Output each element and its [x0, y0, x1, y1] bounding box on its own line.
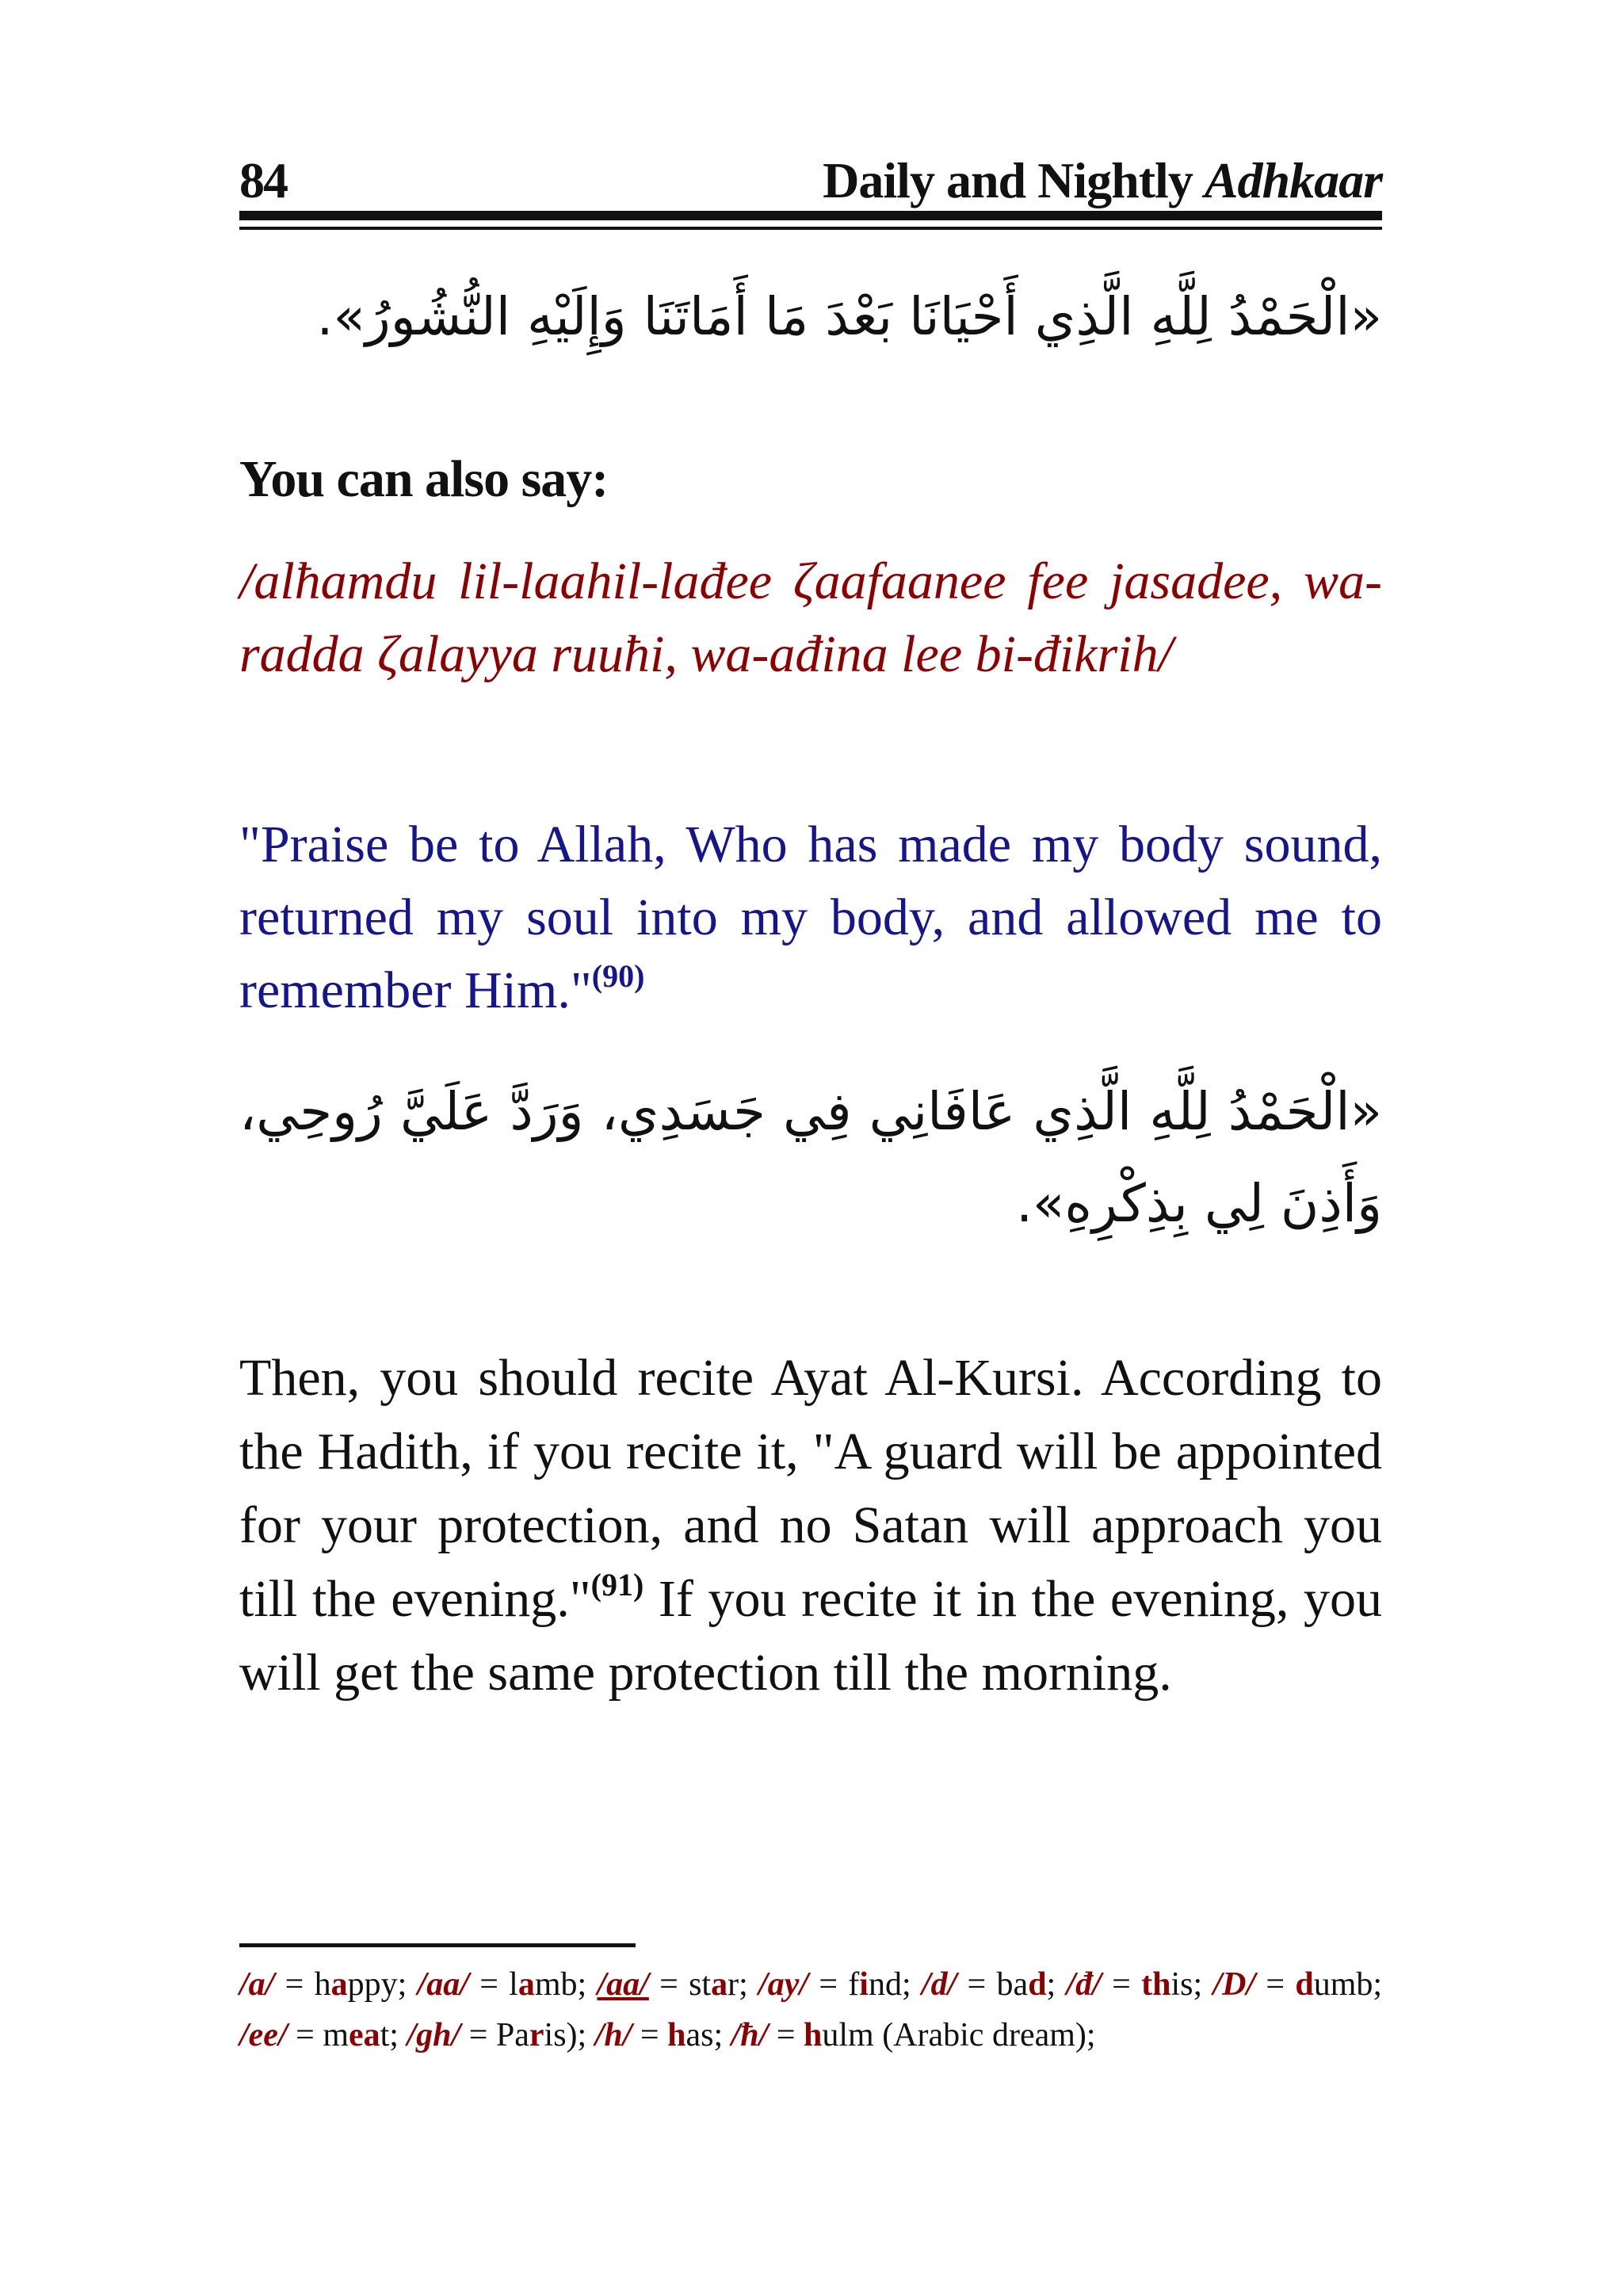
- key-equals: =: [468, 1966, 510, 2003]
- key-example-pre: m: [323, 2017, 349, 2053]
- key-symbol: /aa/: [417, 1966, 469, 2003]
- running-title-italic: Adhkaar: [1204, 152, 1382, 208]
- key-symbol: /ay/: [758, 1966, 809, 2003]
- key-example-highlight: a: [330, 1966, 348, 2003]
- key-entry: [1067, 1966, 1213, 2003]
- arabic-supplication-2: «الْحَمْدُ لِلَّهِ الَّذِي عَافَانِي فِي جَسَدِي، وَرَدَّ عَلَيَّ رُوحِي، وَأَذِنَ لِي بِذِكْرِهِ».: [239, 1081, 1382, 1234]
- footnote-separator: [239, 1943, 636, 1947]
- key-example-pre: f: [848, 1966, 860, 2003]
- key-symbol: /aa/: [597, 1966, 649, 2003]
- key-example-post: is);: [544, 2017, 595, 2053]
- key-equals: =: [460, 2017, 496, 2053]
- key-entry: [1212, 1966, 1382, 2003]
- key-example-highlight: h: [804, 2017, 823, 2053]
- key-entry: [418, 1966, 598, 2003]
- footnote-ref-91: (91): [590, 1567, 644, 1603]
- page-number: 84: [239, 152, 287, 208]
- translation: [239, 808, 1382, 1027]
- key-entry: [758, 1966, 922, 2003]
- header-rule-thin: [239, 227, 1382, 230]
- key-symbol: /ħ/: [731, 2017, 769, 2053]
- key-example-highlight: a: [711, 1966, 728, 2003]
- arabic-supplication-1: «الْحَمْدُ لِلَّهِ الَّذِي أَحْيَانَا بَعْدَ مَا أَمَاتَنَا وَإِلَيْهِ النُّشُورُ».: [316, 286, 1382, 347]
- key-example-post: as;: [685, 2017, 731, 2053]
- key-example-highlight: ea: [348, 2017, 380, 2053]
- section-label: You can also say:: [239, 450, 609, 508]
- translation-text: "Praise be to Allah, Who has made my body sound, returned my soul into my body, and allowed me to remember Him.": [239, 816, 1382, 1019]
- key-symbol: /a/: [239, 1966, 275, 2003]
- key-example-post: ;: [1046, 1966, 1067, 2003]
- transliteration: /alħamdu lil-laahil-lađee ζaafaanee fee jasadee, wa-radda ζalayya ruuħi, wa-ađina lee bi-đikrih/: [239, 552, 1382, 683]
- key-example-pre: l: [509, 1966, 518, 2003]
- key-example-post: ulm (Arabic dream);: [822, 2017, 1096, 2053]
- key-example-post: is;: [1170, 1966, 1213, 2003]
- page-header: [239, 149, 1382, 209]
- key-example-highlight: r: [529, 2017, 544, 2053]
- key-entry: [239, 1966, 418, 2003]
- key-example-pre: h: [314, 1966, 331, 2003]
- key-symbol: /d/: [921, 1966, 957, 2003]
- key-equals: =: [768, 2017, 804, 2053]
- key-example-post: mb;: [534, 1966, 598, 2003]
- key-example-post: nd;: [868, 1966, 922, 2003]
- key-entry: [597, 1966, 758, 2003]
- key-example-highlight: h: [667, 2017, 686, 2053]
- key-example-post: t;: [380, 2017, 407, 2053]
- key-equals: =: [287, 2017, 323, 2053]
- key-entry: [922, 1966, 1067, 2003]
- key-equals: =: [1255, 1966, 1296, 2003]
- key-example-highlight: d: [1028, 1966, 1047, 2003]
- body-text-part1: Then, you should recite Ayat Al-Kursi. According to the Hadith, if you recite it, "A guard will be appointed for your protection, and no Satan will approach you till the evening.": [239, 1349, 1382, 1628]
- key-entry: [407, 2017, 594, 2053]
- key-example-post: r;: [727, 1966, 759, 2003]
- running-title: [823, 152, 1382, 208]
- key-example-highlight: th: [1141, 1966, 1171, 2003]
- pronunciation-key: [239, 1959, 1382, 2061]
- footnote-ref-90: (90): [591, 958, 645, 994]
- key-example-highlight: i: [859, 1966, 869, 2003]
- key-equals: =: [274, 1966, 315, 2003]
- key-example-post: ppy;: [347, 1966, 418, 2003]
- key-symbol: /h/: [594, 2017, 632, 2053]
- key-equals: =: [648, 1966, 689, 2003]
- key-equals: =: [957, 1966, 997, 2003]
- header-rule-thick: [239, 211, 1382, 220]
- key-equals: =: [632, 2017, 668, 2053]
- key-example-highlight: a: [517, 1966, 535, 2003]
- key-entry: [239, 2017, 407, 2053]
- key-symbol: /D/: [1212, 1966, 1256, 2003]
- key-example-pre: ba: [996, 1966, 1029, 2003]
- key-equals: =: [808, 1966, 849, 2003]
- key-example-highlight: d: [1295, 1966, 1314, 2003]
- key-example-post: umb;: [1313, 1966, 1383, 2003]
- key-entry: [595, 2017, 731, 2053]
- key-symbol: /đ/: [1066, 1966, 1102, 2003]
- key-entry: [731, 2017, 1096, 2053]
- key-symbol: /ee/: [239, 2017, 288, 2053]
- key-example-pre: Pa: [495, 2017, 529, 2053]
- body-paragraph: [239, 1341, 1382, 1710]
- running-title-main: Daily and Nightly: [823, 152, 1205, 208]
- key-equals: =: [1101, 1966, 1142, 2003]
- body-text-part2: If you recite it in the evening, you will get the same protection till the morning.: [239, 1570, 1382, 1702]
- key-symbol: /gh/: [407, 2017, 461, 2053]
- key-example-pre: st: [689, 1966, 712, 2003]
